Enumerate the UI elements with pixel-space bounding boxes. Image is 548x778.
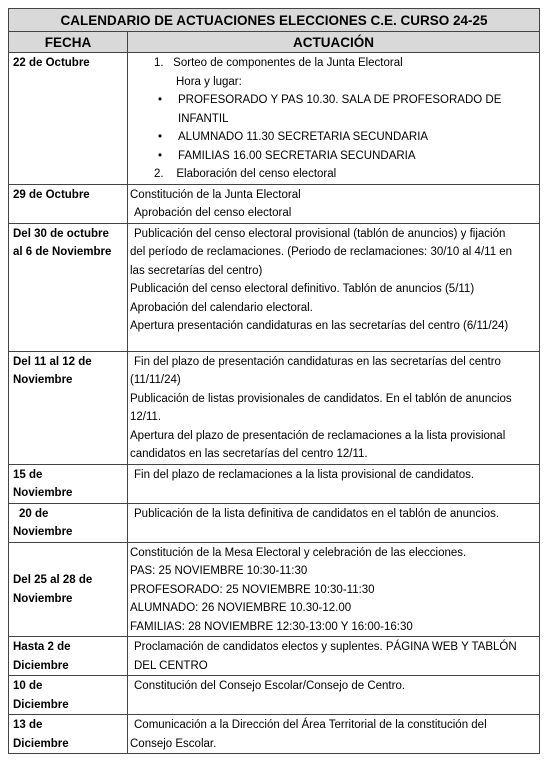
date-line: 22 de Octubre	[13, 57, 90, 69]
table-title: CALENDARIO DE ACTUACIONES ELECCIONES C.E. CURSO 24-25	[9, 9, 540, 32]
action-line: PAS: 25 NOVIEMBRE 10:30-11:30	[130, 565, 308, 577]
table-row	[9, 676, 540, 715]
date-cell	[9, 637, 128, 676]
action-line: Apertura presentación candidaturas en las secretarías del centro (6/11/24)	[130, 320, 509, 332]
date-line: Diciembre	[13, 698, 69, 711]
numbered-item: 2. Elaboración del censo electoral	[154, 168, 337, 180]
date-line: 20 de	[19, 507, 49, 520]
header-row	[9, 32, 540, 53]
date-line: Noviembre	[13, 487, 73, 499]
bullet-item: • PROFESORADO Y PAS 10.30. SALA DE PROFESORADO DE	[130, 91, 537, 110]
action-cell	[128, 637, 540, 676]
date-line: Hasta 2 de	[13, 641, 71, 653]
numbered-item: 1. Sorteo de componentes de la Junta Electoral	[154, 57, 403, 69]
action-line: ALUMNADO: 26 NOVIEMBRE 10.30-12.00	[130, 602, 352, 614]
action-line: Publicación del censo electoral provisional (tablón de anuncios) y fijación	[134, 227, 506, 240]
action-cell	[128, 503, 540, 542]
action-line: Constitución de la Mesa Electoral y celebración de las elecciones.	[130, 546, 467, 559]
table-row	[9, 542, 540, 637]
bullet-item: • ALUMNADO 11.30 SECRETARIA SECUNDARIA	[130, 128, 537, 147]
action-line: Aprobación del calendario electoral.	[130, 301, 313, 314]
action-cell	[128, 184, 540, 223]
action-line: Hora y lugar:	[176, 75, 242, 88]
action-line: Proclamación de candidatos electos y suplentes. PÁGINA WEB Y TABLÓN	[134, 641, 517, 653]
action-line: Constitución del Consejo Escolar/Consejo de Centro.	[134, 680, 406, 692]
action-line: INFANTIL	[178, 112, 229, 125]
date-line: 29 de Octubre	[13, 188, 90, 201]
action-cell	[128, 542, 540, 637]
date-line: Del 25 al 28 de	[13, 574, 93, 587]
action-line: Consejo Escolar.	[130, 737, 217, 750]
date-cell	[9, 351, 128, 464]
action-line: las secretarías del centro)	[130, 264, 263, 277]
action-line: Apertura del plazo de presentación de reclamaciones a la lista provisional	[130, 429, 506, 442]
table-row	[9, 351, 540, 464]
action-line: Constitución de la Junta Electoral	[130, 188, 301, 201]
date-line: al 6 de Noviembre	[13, 246, 112, 258]
header-action: ACTUACIÓN	[128, 32, 540, 53]
action-line: DEL CENTRO	[134, 659, 208, 672]
action-line: FAMILIAS: 28 NOVIEMBRE 12:30-13:00 Y 16:00-16:30	[130, 620, 413, 633]
date-cell	[9, 464, 128, 503]
action-cell	[128, 351, 540, 464]
action-line: Fin del plazo de presentación candidaturas en las secretarías del centro	[134, 355, 501, 368]
date-line: Noviembre	[13, 592, 73, 605]
table-row	[9, 637, 540, 676]
date-line: Del 30 de octubre	[13, 227, 109, 240]
date-cell	[9, 223, 128, 351]
action-line: Aprobación del censo electoral	[134, 207, 292, 219]
date-line: 13 de	[13, 719, 43, 731]
action-cell	[128, 53, 540, 185]
action-line: Comunicación a la Dirección del Área Territorial de la constitución del	[134, 719, 487, 731]
date-line: Noviembre	[13, 526, 73, 538]
date-cell	[9, 184, 128, 223]
action-line: PROFESORADO: 25 NOVIEMBRE 10:30-11:30	[130, 583, 375, 596]
action-line: Publicación de la lista definitiva de candidatos en el tablón de anuncios.	[134, 507, 500, 520]
action-line: (11/11/24)	[130, 374, 181, 386]
action-line: candidatos en las secretarías del centro 12/11.	[130, 448, 368, 460]
date-line: Noviembre	[13, 374, 73, 386]
date-line: Diciembre	[13, 737, 69, 750]
date-line: 15 de	[13, 468, 43, 481]
table-row	[9, 53, 540, 185]
action-line: del período de reclamaciones. (Periodo de reclamaciones: 30/10 al 4/11 en	[130, 246, 513, 258]
date-cell	[9, 542, 128, 637]
action-line: Fin del plazo de reclamaciones a la lista provisional de candidatos.	[134, 468, 475, 481]
action-line: 12/11.	[130, 411, 162, 423]
date-cell	[9, 53, 128, 185]
action-cell	[128, 223, 540, 351]
table-row	[9, 184, 540, 223]
table-row	[9, 464, 540, 503]
date-cell	[9, 715, 128, 754]
action-line: Publicación de listas provisionales de candidatos. En el tablón de anuncios	[130, 392, 512, 405]
header-date: FECHA	[9, 32, 128, 53]
action-cell	[128, 464, 540, 503]
election-calendar-table	[8, 8, 540, 754]
date-cell	[9, 503, 128, 542]
action-cell	[128, 715, 540, 754]
date-line: Del 11 al 12 de	[13, 355, 92, 368]
date-line: 10 de	[13, 680, 43, 692]
action-cell	[128, 676, 540, 715]
action-line: Publicación del censo electoral definitivo. Tablón de anuncios (5/11)	[130, 283, 475, 295]
bullet-item: • FAMILIAS 16.00 SECRETARIA SECUNDARIA	[130, 147, 537, 166]
title-row	[9, 9, 540, 32]
table-row	[9, 503, 540, 542]
date-cell	[9, 676, 128, 715]
table-row	[9, 715, 540, 754]
date-line: Diciembre	[13, 659, 69, 672]
table-row	[9, 223, 540, 351]
